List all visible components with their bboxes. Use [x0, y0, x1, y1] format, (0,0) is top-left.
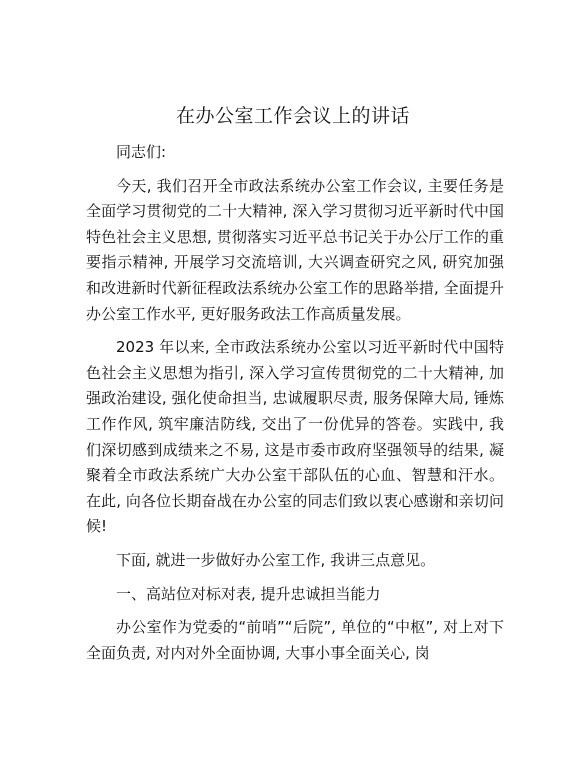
paragraph-2: 2023 年以来, 全市政法系统办公室以习近平新时代中国特色社会主义思想为指引, 深入学习宣传贯彻党的二十大精神, 加强政治建设, 强化使命担当, 忠诚履职尽责, 服务保障大局, 锤炼工作作风, 筑牢廉洁防线, 交出了一份优异的答卷。实践中, 我们深切感到成绩来之不易, 这是市委市政府坚强领导的结果, 凝聚着全市政法系统广大办公室干部队伍的心血、智慧和汗水。在此, 向各位长期奋战在办公室的同志们致以衷心感谢和亲切问候! — [86, 338, 504, 536]
section-heading: 一、高站位对标对表, 提升忠诚担当能力 — [116, 584, 381, 603]
salutation: 同志们: — [116, 143, 167, 161]
paragraph-4: 办公室作为党委的“前哨”“后院”, 单位的“中枢”, 对上对下全面负责, 对内对外全面协调, 大事小事全面关心, 岗 — [86, 618, 504, 662]
paragraph-1: 今天, 我们召开全市政法系统办公室工作会议, 主要任务是全面学习贯彻党的二十大精神, 深入学习贯彻习近平新时代中国特色社会主义思想, 贯彻落实习近平总书记关于办公厅工作的重要指示精神, 开展学习交流培训, 大兴调查研究之风, 研究加强和改进新时代新征程政法系统办公室工作的思路举措, 全面提升办公室工作水平, 更好服务政法工作高质量发展。 — [86, 176, 504, 323]
document-title: 在办公室工作会议上的讲话 — [175, 105, 410, 127]
paragraph-3: 下面, 就进一步做好办公室工作, 我讲三点意见。 — [116, 550, 436, 569]
document-body — [86, 140, 504, 666]
